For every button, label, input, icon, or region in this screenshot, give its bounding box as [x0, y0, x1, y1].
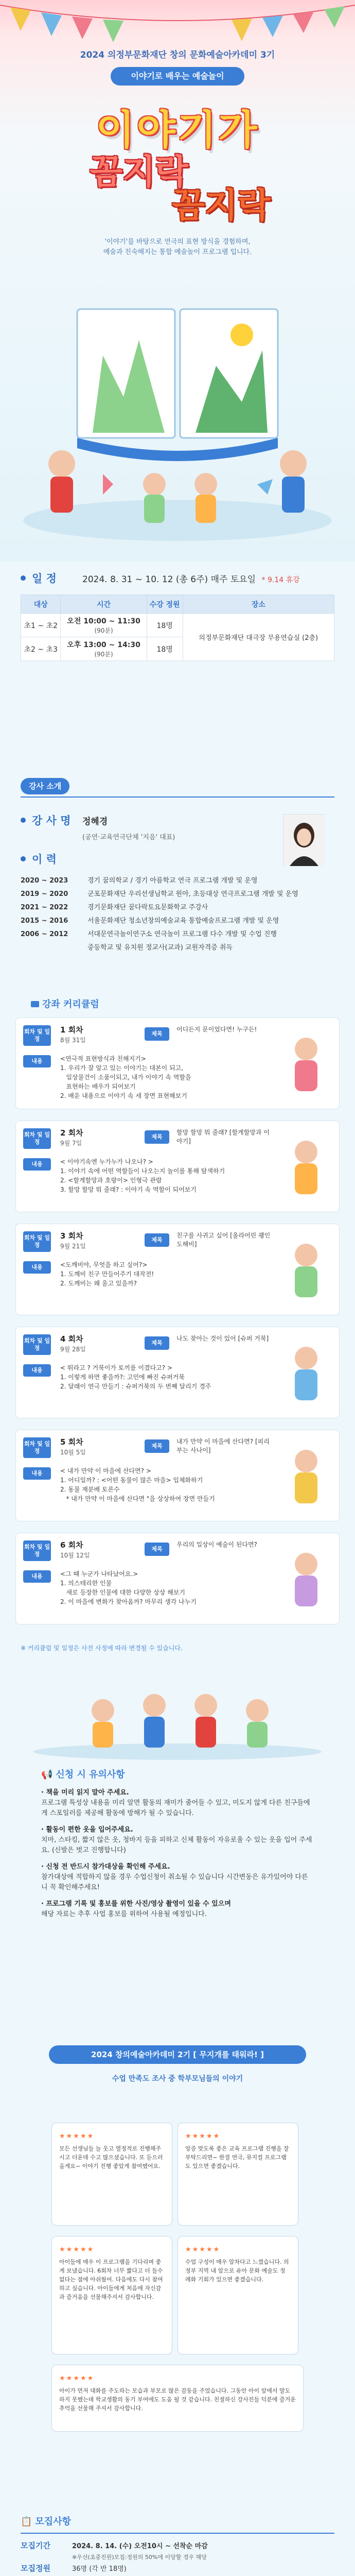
- content-tag: 내용: [23, 1364, 51, 1377]
- notice-title-text: 신청 시 유의사항: [56, 1769, 125, 1780]
- round-date: 8월 31일: [60, 1037, 86, 1044]
- content-line: 2. 배운 내용으로 이야기 속 세 장면 표현해보기: [60, 1092, 187, 1099]
- content-line: 1. 도깨비 친구 만들어주기 대작전!: [60, 1270, 154, 1278]
- recruitment-title: [21, 2514, 334, 2528]
- notice-body: 치마, 스타킹, 짧지 않은 옷, 청바지 등을 피하고 신체 활동이 자유로울 수 있는 옷을 입어 주세요. (신발은 벗고 진행합니다): [41, 1836, 312, 1854]
- megaphone-icon: 📢: [41, 1769, 53, 1780]
- content-tag: 내용: [23, 1467, 51, 1480]
- schedule-table: [21, 595, 334, 661]
- topic-tag: 제목: [145, 1233, 169, 1247]
- clipboard-icon: 📋: [21, 2516, 32, 2527]
- round-topic: 어디든지 문이었다면! 누구든!: [176, 1026, 257, 1033]
- list-item: [21, 874, 334, 888]
- hero-description: [0, 237, 355, 258]
- card-illustration: [280, 1544, 332, 1616]
- round-date: 9월 7일: [60, 1140, 82, 1147]
- row-duration: (90분): [94, 627, 113, 634]
- curriculum-card: [15, 1327, 340, 1418]
- card-illustration: [280, 1028, 332, 1100]
- hero-title-line1: 이야기가: [96, 107, 259, 154]
- round-topic: 내가 만약 이 마을에 산다면? [피리부는 사나이]: [176, 1438, 270, 1454]
- round-date: 9월 21일: [60, 1243, 86, 1250]
- table-row: [21, 614, 334, 637]
- table-header-row: [21, 595, 334, 614]
- card-illustration: [280, 1234, 332, 1307]
- instructor-photo: [283, 814, 324, 866]
- row-target: 초1 ~ 초2: [21, 614, 61, 637]
- notice-section: [41, 1767, 314, 1989]
- recruit-period-note: ※우선(초중진원)모집:정원의 50%에 이당할 경우 해당: [72, 2554, 207, 2561]
- round-content: [60, 1157, 281, 1194]
- round-content: [60, 1466, 281, 1503]
- date-value: [82, 572, 300, 585]
- notice-body: 참가대상에 적합하지 않을 경우 수업신청이 취소될 수 있습니다 시간변동은 유가있어야 다른니 꼭 확인해주세요!: [41, 1873, 308, 1891]
- curriculum-note: ※ 커리큘럼 및 일정은 사전 사정에 따라 변경될 수 있습니다.: [21, 1645, 183, 1652]
- curriculum-card: [15, 1430, 340, 1521]
- hero-section: [0, 0, 355, 562]
- list-item: [21, 941, 334, 955]
- review-card: [51, 2365, 304, 2432]
- content-line: 2. 달래이 연극 만들기 : 슈퍼거북의 두 번째 달리기 경주: [60, 1383, 211, 1390]
- career-year: 2015 ~ 2016: [21, 917, 68, 925]
- star-rating-icon: ★★★★★: [59, 2246, 95, 2253]
- row-target: 초2 ~ 초3: [21, 637, 61, 661]
- content-tag: 내용: [23, 1570, 51, 1583]
- notice-head: · 책을 미리 읽지 말아 주세요.: [41, 1789, 129, 1797]
- review-text: 모든 선생님들 늘 웃고 열정적로 진행해주시고 더운데 수고 많으셨습니다. 또 듣으러 올게요~ 이야기 진행 좋았게 참여했어요.: [59, 2145, 163, 2170]
- period-label: 모집기간: [21, 2541, 50, 2550]
- instructor-affiliation: (공연·교육연극단체 '지음' 대표): [82, 834, 175, 841]
- content-line: 새로 등장한 인물에 대한 다양한 상상 해보기: [60, 1589, 185, 1596]
- row-duration: (90분): [94, 651, 113, 658]
- list-item: [21, 901, 334, 914]
- date-holiday: * 9.14 휴강: [261, 575, 300, 584]
- hero-desc-line2: 예술과 친숙해지는 통합 예술놀이 프로그램 입니다.: [103, 248, 252, 256]
- recruit-period-row: [21, 2539, 334, 2553]
- divider: [21, 796, 334, 798]
- round-date: 10월 5일: [60, 1449, 86, 1456]
- content-line: 2. 도깨비는 왜 울고 있을까?: [60, 1280, 137, 1287]
- content-line: < 이야기속엔 누가누가 나오나? >: [60, 1158, 153, 1165]
- list-item: [41, 1788, 314, 1819]
- row-time: [61, 637, 147, 661]
- list-item: [21, 928, 334, 941]
- bullet-icon: [21, 818, 26, 823]
- topic-tag: 제목: [145, 1130, 169, 1144]
- topic-tag: 제목: [145, 1543, 169, 1556]
- content-line: < 뛰라고 ? 거북이가 토끼를 이겼다고? >: [60, 1364, 173, 1371]
- schedule-info: [21, 567, 334, 661]
- date-tag: 회차 및 일정: [23, 1540, 51, 1561]
- content-tag: 내용: [23, 1158, 51, 1171]
- date-tag: 회차 및 일정: [23, 1128, 51, 1149]
- round-content: [60, 1260, 281, 1288]
- career-year: 2020 ~ 2023: [21, 877, 68, 885]
- list-item: [41, 1825, 314, 1856]
- date-row: [21, 567, 334, 589]
- instructor-name: 정혜경: [82, 816, 108, 827]
- topic-tag: 제목: [145, 1027, 169, 1041]
- bullet-icon: [21, 856, 26, 861]
- reviews-banner: 2024 창의예술아카데미 2기 [ 무지개를 태워라! ]: [49, 2045, 306, 2064]
- content-line: <연극적 표현방식과 친해지기>: [60, 1055, 146, 1062]
- row-time-value: 오전 10:00 ~ 11:30: [67, 617, 140, 625]
- reviews-grid: [51, 2123, 304, 2442]
- review-text: 아이들에 매우 이 프로그램을 기다리며 좋게 보냈습니다. 6회차 너무 짧다고 더 들수 없다는 점에 아쉬웠어. 다음에도 다시 참여하고 싶습니다. 아이들에게 처음에 자신감과 즐거움을 선물해주셔서 감사합니다.: [59, 2259, 163, 2300]
- content-line: 1. 의스테리한 인물: [60, 1580, 112, 1587]
- header-place: 장소: [183, 595, 334, 614]
- card-illustration: [280, 1440, 332, 1513]
- notice-head: · 신청 전 반드시 참가대상을 확인해 주세요.: [41, 1863, 170, 1871]
- header-time: 시간: [61, 595, 147, 614]
- date-tag: 회차 및 일정: [23, 1231, 51, 1252]
- round-date: 10월 12일: [60, 1552, 90, 1559]
- list-item: [41, 1899, 314, 1920]
- review-text: 앙증 맞도록 좋은 교육 프로그램 진행을 잘 부탁드리면~ 한결 연극, 뮤지컬 프로그램도 있으면 좋겠습니다.: [185, 2145, 289, 2170]
- career-label: 이 력: [32, 853, 57, 866]
- content-line: 1. 우리가 잘 알고 있는 이야기는 대본이 되고,: [60, 1064, 184, 1072]
- notice-head: · 활동이 편한 옷을 입어주세요.: [41, 1826, 133, 1834]
- content-line: <그 때 누군가 나타났어요.>: [60, 1570, 138, 1578]
- review-card: [51, 2123, 172, 2226]
- recruit-quota-row: [21, 2562, 334, 2576]
- reviews-subtitle: 수업 만족도 조사 중 학부모님들의 이야기: [112, 2075, 243, 2083]
- round-number: 3 회차: [60, 1231, 83, 1241]
- curriculum-list: [15, 1018, 340, 1636]
- card-illustration: [280, 1337, 332, 1410]
- curriculum-card: [15, 1018, 340, 1109]
- row-capacity: 18명: [147, 614, 183, 637]
- list-item: [41, 1862, 314, 1893]
- round-content: [60, 1569, 281, 1606]
- review-card: [177, 2236, 298, 2354]
- career-year: 2021 ~ 2022: [21, 904, 68, 911]
- career-text: 서울문화재단 청소년창의예술교육 통합예술프로그램 개발 및 운영: [87, 917, 279, 925]
- content-line: 2. <할게할망과 호랑이> 인형극 관람: [60, 1177, 162, 1184]
- round-content: [60, 1054, 281, 1100]
- round-topic: 나도 찾아는 것이 있어 [슈퍼 거북]: [176, 1335, 269, 1342]
- date-tag: 회차 및 일정: [23, 1437, 51, 1458]
- content-line: 일상물건이 소품이되고, 내가 이야기 속 역할을: [60, 1074, 191, 1081]
- recruitment-title-text: 모집사항: [35, 2516, 71, 2527]
- curriculum-card: [15, 1121, 340, 1212]
- hero-subtitle: 2024 의정부문화재단 창의 문화예술아카데미 3기: [80, 50, 275, 60]
- round-content: [60, 1363, 281, 1391]
- instructor-section-header: [21, 778, 334, 799]
- bullet-icon: [21, 575, 26, 581]
- round-number: 5 회차: [60, 1437, 83, 1447]
- career-year: 2006 ~ 2012: [21, 930, 68, 938]
- date-tag: 회차 및 일정: [23, 1025, 51, 1046]
- storybook-illustration: [0, 278, 355, 562]
- star-rating-icon: ★★★★★: [185, 2132, 221, 2140]
- date-tag: 회차 및 일정: [23, 1334, 51, 1355]
- instructor-info: [21, 809, 334, 955]
- round-topic: 할망 할망 뭐 줄래? [할게할망과 이야기]: [176, 1129, 270, 1145]
- content-line: 1. 이야기 속에 어떤 역할들이 나오는지 놀이를 통해 탐색하기: [60, 1167, 225, 1175]
- topic-tag: 제목: [145, 1439, 169, 1453]
- instructor-name-label: 강 사 명: [32, 815, 71, 827]
- round-number: 2 회차: [60, 1128, 83, 1138]
- hero-desc-line1: '이야기'를 바탕으로 연극의 표현 방식을 경험하며,: [104, 238, 251, 246]
- row-place: 의정부문화재단 대극장 무용연습실 (2층): [183, 614, 334, 661]
- topic-tag: 제목: [145, 1336, 169, 1350]
- date-label: 일 정: [32, 572, 57, 585]
- content-line: 2. 동물 재분배 토론수: [60, 1486, 120, 1493]
- review-text: 수업 구성이 매우 알차다고 느꼈습니다. 의정부 지역 내 앞으로 유아 문화 예술도 정례화 기회가 있으면 좋겠습니다.: [185, 2259, 289, 2283]
- career-text: 중등학교 및 유치원 정교사(교과) 교원자격증 취득: [87, 944, 233, 952]
- career-text: 군포문화재단 우리선생님학교 원아, 초등대상 연극프로그램 개발 및 운영: [87, 890, 298, 898]
- career-year: 2019 ~ 2020: [21, 890, 68, 898]
- career-text: 경기문화재단 꿈다락토요문화학교 주강사: [87, 904, 208, 911]
- review-card: [51, 2236, 172, 2354]
- instructor-section-title: 강사 소개: [21, 778, 69, 794]
- hero-title-line3: 꼼지락: [172, 185, 271, 225]
- notice-title: [41, 1767, 314, 1781]
- round-number: 1 회차: [60, 1025, 83, 1035]
- instructor-name-wrap: [82, 814, 108, 827]
- header-target: 대상: [21, 595, 61, 614]
- round-date: 9월 28일: [60, 1346, 86, 1353]
- content-line: 1. 어디일까? : <어떤 동물이 많은 마을> 입체화하기: [60, 1477, 203, 1484]
- quota-label: 모집정원: [21, 2564, 50, 2573]
- date-range: 2024. 8. 31 ~ 10. 12 (총 6주) 매주 토요일: [82, 574, 256, 585]
- instructor-label-wrap: [21, 812, 82, 828]
- career-list: [21, 874, 334, 955]
- career-text: 경기 꿈의학교 / 경기 아름학교 연극 프로그램 개발 및 운영: [87, 877, 258, 885]
- list-item: [21, 888, 334, 901]
- hero-tagline: 이야기로 배우는 예술놀이: [111, 67, 244, 86]
- review-card: [177, 2123, 298, 2226]
- row-capacity: 18명: [147, 637, 183, 661]
- notice-head: · 프로그램 기록 및 홍보를 위한 사진/영상 촬영이 있을 수 있으며: [41, 1900, 231, 1908]
- quota-value: 36명 (각 반 18명): [72, 2565, 127, 2573]
- round-number: 6 회차: [60, 1540, 83, 1550]
- curriculum-title: [31, 997, 99, 1010]
- curriculum-card: [15, 1224, 340, 1315]
- divider: [21, 2533, 334, 2534]
- hero-title-line2: 꼼지락: [90, 152, 188, 192]
- round-topic: 우리의 일상이 예술이 된다면?: [176, 1541, 257, 1548]
- card-illustration: [280, 1131, 332, 1204]
- period-value: 2024. 8. 14. (수) 오전10시 ~ 선착순 마감: [72, 2543, 208, 2550]
- list-item: [21, 914, 334, 928]
- star-rating-icon: ★★★★★: [59, 2132, 95, 2140]
- film-icon: [31, 1001, 39, 1007]
- reviews-header: [0, 2045, 355, 2083]
- avatar: [283, 815, 325, 866]
- career-label-wrap: [21, 851, 82, 867]
- content-line: 1. 이렇게 하면 좋을까?: 고민에 빠진 슈퍼거북: [60, 1374, 185, 1381]
- star-rating-icon: ★★★★★: [185, 2246, 221, 2253]
- content-line: <도깨비야, 무엇을 하고 싶어?>: [60, 1261, 148, 1268]
- notice-body: 해당 자료는 추후 사업 홍보를 위하여 사용될 예정입니다.: [41, 1910, 207, 1918]
- review-text: 아이가 먼저 대화를 주도하는 모습과 부모로 많은 감동을 주었습니다. 그동안 아이 앞에서 말도 하지 못했는데 학교생활의 동기 부여에도 도움 될 것 같습니다. 친절하신 강사진들 덕분에 즐거운 추억을 선물해 주셔서 감사합니다.: [59, 2387, 296, 2412]
- header-capacity: 수강 정원: [147, 595, 183, 614]
- content-line: 3. 할망 할망 뭐 줄래? : 이야기 속 역할이 되어보기: [60, 1186, 197, 1193]
- curriculum-card: [15, 1533, 340, 1624]
- content-line: < 내가 만약 이 마을에 산다면? >: [60, 1467, 151, 1475]
- curriculum-title-text: 강좌 커리큘럼: [42, 999, 99, 1010]
- career-text: 서대문연극놀이연구소 연극놀이 프로그램 다수 개발 및 수업 진행: [87, 930, 277, 938]
- date-label-wrap: [21, 570, 82, 586]
- content-line: 2. 이 마을에 변화가 찾아옴까? 마무리 생각 나누기: [60, 1598, 197, 1605]
- round-number: 4 회차: [60, 1334, 83, 1344]
- star-rating-icon: ★★★★★: [59, 2375, 95, 2382]
- row-time: [61, 614, 147, 637]
- content-line: 표현하는 배우가 되어보기: [60, 1083, 136, 1090]
- content-tag: 내용: [23, 1055, 51, 1067]
- row-time-value: 오후 13:00 ~ 14:30: [67, 641, 140, 649]
- recruitment-section: [21, 2514, 334, 2576]
- round-topic: 친구를 사귀고 싶어 [올라어린 괭인도해비]: [176, 1232, 271, 1248]
- notice-body: 프로그램 특성상 내용을 미리 알면 활동의 재미가 줄어들 수 있고, 미도지 않게 다른 친구들에게 스포일러를 제공해 활동에 방해가 될 수 있습니다.: [41, 1799, 310, 1817]
- children-illustration: [0, 1674, 355, 1762]
- content-line: * 내가 만약 이 마을에 산다면 "을 상상하여 장면 만들기: [60, 1495, 215, 1502]
- content-tag: 내용: [23, 1261, 51, 1274]
